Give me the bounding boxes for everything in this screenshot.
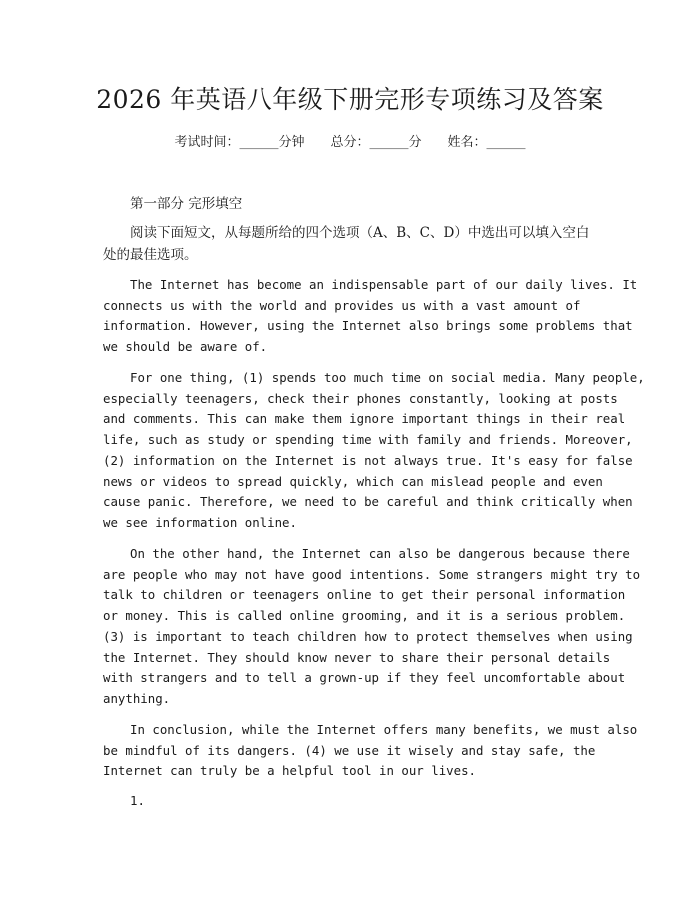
passage-line: the Internet. They should know never to share their personal details (103, 649, 611, 665)
instructions-text: 阅读下面短文，从每题所给的四个选项（A、B、C、D）中选出可以填入空白处的最佳选项。 (103, 225, 590, 263)
passage-line: especially teenagers, check their phones constantly, looking at posts (103, 390, 618, 406)
passage-line: In conclusion, while the Internet offers many benefits, we must also (130, 722, 638, 737)
section-heading: 第一部分 完形填空 (130, 196, 243, 212)
passage-line: be mindful of its dangers. (4) we use it wisely and stay safe, the (103, 742, 596, 758)
passage-line: connects us with the world and provides us with a vast amount of (103, 297, 581, 313)
passage-paragraph-4 (103, 720, 638, 782)
passage-line: anything. (103, 690, 171, 706)
passage-line: The Internet has become an indispensable part of our daily lives. It (130, 277, 638, 292)
passage-line: are people who may not have good intentions. Some strangers might try to (103, 566, 641, 582)
student-name-field: 姓名：______ (447, 135, 526, 150)
passage-line: life, such as study or spending time with family and friends. Moreover, (103, 432, 633, 448)
passage-line: we see information online. (103, 514, 297, 530)
exam-time-field: 考试时间：______分钟 (174, 135, 305, 150)
passage-line: (3) is important to teach children how to protect themselves when using (103, 628, 633, 644)
exam-info-line (0, 131, 700, 150)
passage-line: On the other hand, the Internet can also be dangerous because there (130, 546, 630, 561)
total-score-field: 总分：______分 (330, 135, 422, 150)
passage-line: we should be aware of. (103, 339, 268, 355)
passage-line: (2) information on the Internet is not always true. It's easy for false (103, 452, 633, 468)
passage-line: cause panic. Therefore, we need to be careful and think critically when (103, 494, 633, 510)
passage-line: news or videos to spread quickly, which can mislead people and even (103, 473, 603, 489)
passage-paragraph-3 (103, 544, 641, 710)
passage-line: or money. This is called online grooming, and it is a serious problem. (103, 608, 626, 624)
document-title: 2026 年英语八年级下册完形专项练习及答案 (96, 85, 604, 114)
passage-line: information. However, using the Internet also brings some problems that (103, 318, 633, 334)
passage-line: Internet can truly be a helpful tool in our lives. (103, 763, 476, 779)
passage-paragraph-1 (103, 275, 638, 358)
question-number: 1. (130, 793, 145, 808)
passage-line: talk to children or teenagers online to get their personal information (103, 587, 626, 603)
passage-line: and comments. This can make them ignore important things in their real (103, 411, 626, 427)
passage-line: with strangers and to tell a grown-up if they feel uncomfortable about (103, 670, 626, 686)
passage-paragraph-2 (103, 368, 645, 534)
passage-line: For one thing, (1) spends too much time on social media. Many people, (130, 370, 645, 385)
